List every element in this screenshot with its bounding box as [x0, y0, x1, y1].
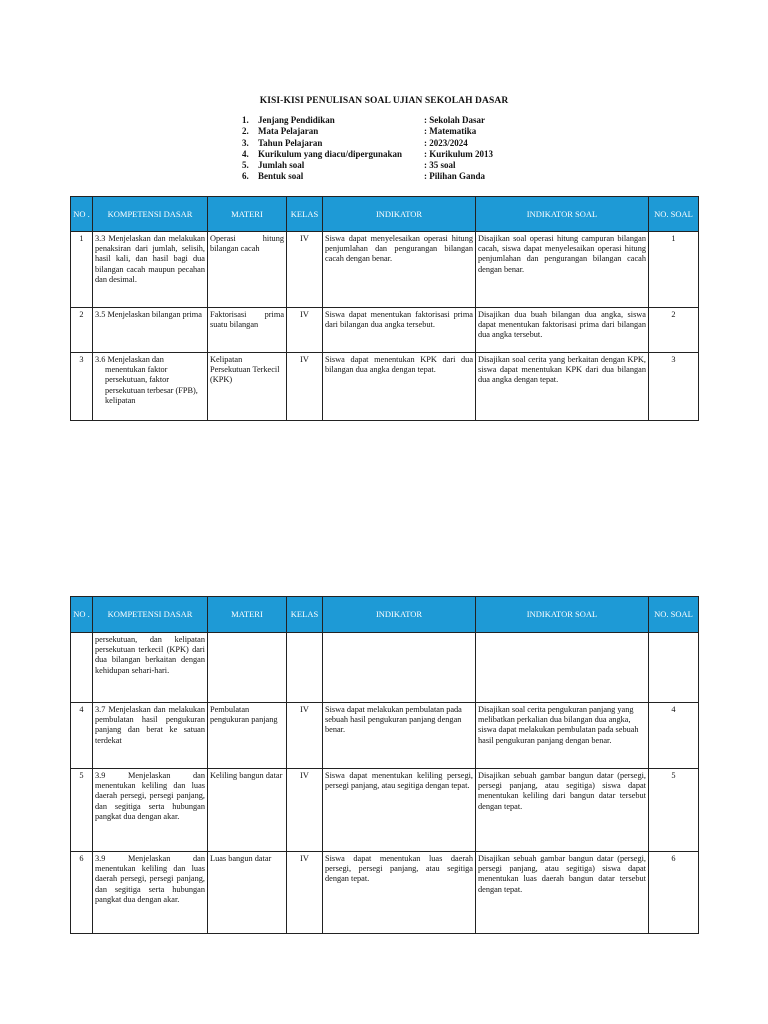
document-info-list	[242, 115, 493, 183]
cell-no-soal	[649, 633, 699, 703]
cell-indikator-soal: Disajikan soal cerita yang berkaitan dengan KPK, siswa dapat menentukan KPK dari dua bilangan dua angka dengan tepat.	[476, 353, 649, 421]
cell-kelas: IV	[287, 353, 323, 421]
header-materi: MATERI	[208, 197, 287, 232]
cell-no: 4	[71, 703, 93, 769]
info-value: : Pilihan Ganda	[424, 171, 486, 182]
cell-materi: Pembulatan pengukuran panjang	[208, 703, 287, 769]
cell-no: 2	[71, 308, 93, 353]
cell-materi: Kelipatan Persekutuan Terkecil (KPK)	[208, 353, 287, 421]
cell-kelas: IV	[287, 308, 323, 353]
header-indikator: INDIKATOR	[323, 597, 476, 633]
kd-indented-text: menentukan faktor persekutuan, faktor persekutuan terbesar (FPB), kelipatan	[105, 365, 198, 405]
cell-kelas: IV	[287, 769, 323, 852]
cell-kompetensi-dasar	[93, 353, 208, 421]
cell-kompetensi-dasar: 3.9 Menjelaskan dan menentukan keliling dan luas daerah persegi, persegi panjang, dan segitiga serta hubungan pangkat dua dengan akar.	[93, 769, 208, 852]
cell-no: 5	[71, 769, 93, 852]
kd-first-line: 3.6 Menjelaskan dan	[95, 355, 164, 364]
cell-indikator-soal: Disajikan dua buah bilangan dua angka, siswa dapat menentukan faktorisasi prima dari bilangan dua angka tersebut.	[476, 308, 649, 353]
cell-no: 1	[71, 232, 93, 308]
header-kompetensi-dasar: KOMPETENSI DASAR	[93, 197, 208, 232]
info-row-bentuk	[242, 171, 493, 182]
info-row-jenjang	[242, 115, 493, 126]
info-label: Jumlah soal	[258, 160, 305, 171]
info-label: Kurikulum yang diacu/dipergunakan	[258, 148, 403, 159]
cell-indikator-soal: Disajikan sebuah gambar bangun datar (persegi, persegi panjang, atau segitiga) siswa dapat menentukan luas daerah bangun datar tersebut dengan tepat.	[476, 852, 649, 934]
table-header-row	[71, 597, 699, 633]
table-row	[71, 633, 699, 703]
header-no-soal: NO. SOAL	[649, 597, 699, 633]
table-row	[71, 703, 699, 769]
header-kelas: KELAS	[287, 597, 323, 633]
cell-indikator: Siswa dapat menyelesaikan operasi hitung penjumlahan dan pengurangan bilangan cacah dengan benar.	[323, 232, 476, 308]
cell-kelas: IV	[287, 703, 323, 769]
header-indikator-soal: INDIKATOR SOAL	[476, 597, 649, 633]
info-value: : Matematika	[424, 126, 477, 137]
cell-no-soal: 5	[649, 769, 699, 852]
info-label: Bentuk soal	[258, 171, 304, 182]
cell-no-soal: 3	[649, 353, 699, 421]
kisi-kisi-table-page-2	[70, 596, 699, 934]
header-no-soal: NO. SOAL	[649, 197, 699, 232]
table-row	[71, 353, 699, 421]
table-row	[71, 308, 699, 353]
info-number: 4.	[242, 148, 249, 159]
cell-indikator	[323, 633, 476, 703]
info-value: : 2023/2024	[424, 137, 468, 148]
table-row	[71, 852, 699, 934]
cell-indikator-soal: Disajikan soal operasi hitung campuran bilangan cacah, siswa dapat menyelesaikan operasi hitung penjumlahan dan pengurangan bilangan cacah dengan benar.	[476, 232, 649, 308]
info-row-tahun	[242, 138, 493, 149]
cell-kompetensi-dasar: 3.3 Menjelaskan dan melakukan penaksiran dari jumlah, selisih, hasil kali, dan hasil bagi dua bilangan cacah maupun pecahan dan desimal.	[93, 232, 208, 308]
cell-no-soal: 6	[649, 852, 699, 934]
info-label: Tahun Pelajaran	[258, 137, 323, 148]
cell-kompetensi-dasar: persekutuan, dan kelipatan persekutuan terkecil (KPK) dari dua bilangan berkaitan dengan kehidupan sehari-hari.	[93, 633, 208, 703]
cell-materi: Keliling bangun datar	[208, 769, 287, 852]
header-no: NO .	[71, 197, 93, 232]
cell-kelas: IV	[287, 232, 323, 308]
cell-kompetensi-dasar: 3.7 Menjelaskan dan melakukan pembulatan hasil pengukuran panjang dan berat ke satuan terdekat	[93, 703, 208, 769]
cell-indikator-soal: Disajikan sebuah gambar bangun datar (persegi, persegi panjang, atau segitiga) siswa dapat menentukan keliling dari bangun datar tersebut dengan tepat.	[476, 769, 649, 852]
cell-materi: Faktorisasi prima suatu bilangan	[208, 308, 287, 353]
info-value: : Kurikulum 2013	[424, 148, 494, 159]
info-row-kurikulum	[242, 149, 493, 160]
cell-indikator: Siswa dapat menentukan keliling persegi, persegi panjang, atau segitiga dengan tepat.	[323, 769, 476, 852]
kisi-kisi-table-page-1	[70, 196, 699, 421]
header-materi: MATERI	[208, 597, 287, 633]
cell-kelas: IV	[287, 852, 323, 934]
cell-no: 3	[71, 353, 93, 421]
cell-indikator: Siswa dapat menentukan KPK dari dua bilangan dua angka dengan tepat.	[323, 353, 476, 421]
document-title: KISI-KISI PENULISAN SOAL UJIAN SEKOLAH DASAR	[259, 96, 509, 106]
cell-kompetensi-dasar: 3.5 Menjelaskan bilangan prima	[93, 308, 208, 353]
header-kompetensi-dasar: KOMPETENSI DASAR	[93, 597, 208, 633]
info-value: : Sekolah Dasar	[424, 115, 486, 125]
cell-materi: Luas bangun datar	[208, 852, 287, 934]
cell-indikator: Siswa dapat melakukan pembulatan pada sebuah hasil pengukuran panjang dengan benar.	[323, 703, 476, 769]
info-number: 3.	[242, 137, 249, 148]
info-row-jumlah	[242, 160, 493, 171]
cell-indikator: Siswa dapat menentukan luas daerah persegi, persegi panjang, atau segitiga dengan tepat.	[323, 852, 476, 934]
info-number: 6.	[242, 171, 249, 182]
table-header-row	[71, 197, 699, 232]
info-label: Jenjang Pendidikan	[258, 115, 335, 125]
cell-no-soal: 2	[649, 308, 699, 353]
info-number: 5.	[242, 160, 249, 171]
cell-materi	[208, 633, 287, 703]
cell-materi: Operasi hitung bilangan cacah	[208, 232, 287, 308]
header-indikator-soal: INDIKATOR SOAL	[476, 197, 649, 232]
info-row-mapel	[242, 126, 493, 137]
table-row	[71, 769, 699, 852]
info-number: 2.	[242, 126, 249, 137]
header-indikator: INDIKATOR	[323, 197, 476, 232]
cell-no-soal: 1	[649, 232, 699, 308]
cell-no	[71, 633, 93, 703]
cell-no: 6	[71, 852, 93, 934]
cell-indikator-soal: Disajikan soal cerita pengukuran panjang yang melibatkan perkalian dua bilangan dua angka, siswa dapat melakukan pembulatan pada sebuah hasil pengukuran panjang dengan benar.	[476, 703, 649, 769]
header-kelas: KELAS	[287, 197, 323, 232]
table-row	[71, 232, 699, 308]
cell-no-soal: 4	[649, 703, 699, 769]
info-label: Mata Pelajaran	[258, 126, 319, 137]
info-number: 1.	[242, 115, 249, 125]
info-value: : 35 soal	[424, 160, 456, 171]
cell-kompetensi-dasar: 3.9 Menjelaskan dan menentukan keliling dan luas daerah persegi, persegi panjang, dan segitiga serta hubungan pangkat dua dengan akar.	[93, 852, 208, 934]
header-no: NO .	[71, 597, 93, 633]
cell-indikator: Siswa dapat menentukan faktorisasi prima dari bilangan dua angka tersebut.	[323, 308, 476, 353]
cell-kelas	[287, 633, 323, 703]
cell-indikator-soal	[476, 633, 649, 703]
